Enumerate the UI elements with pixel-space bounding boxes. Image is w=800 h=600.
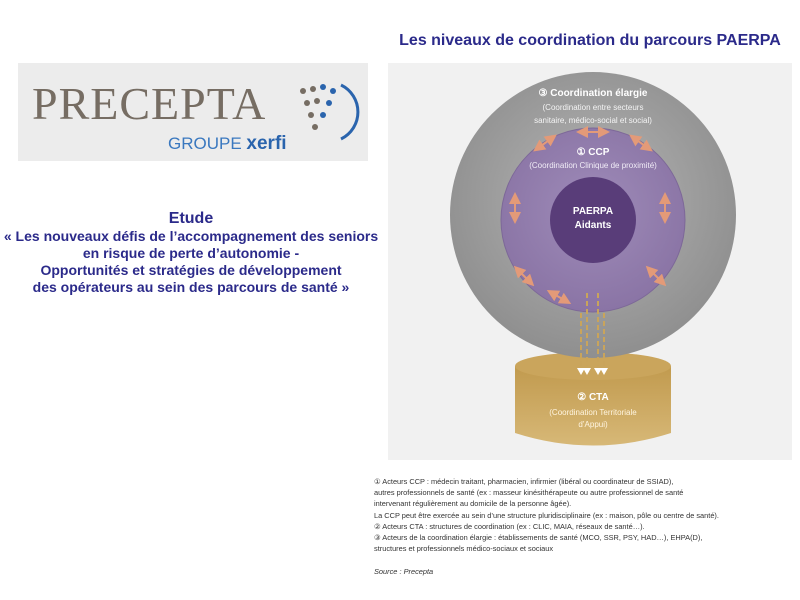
coordination-diagram <box>388 63 792 460</box>
footnote-line: ② Acteurs CTA : structures de coordination (ex : CLIC, MAIA, réseaux de santé…). <box>374 521 645 531</box>
outer-subtitle: sanitaire, médico-social et social) <box>534 116 652 125</box>
cta-title: ② CTA <box>577 392 609 403</box>
precepta-logo <box>18 63 368 161</box>
diagram-title: Les niveaux de coordination du parcours PAERPA <box>399 32 781 49</box>
study-description <box>0 210 382 296</box>
logo-group: GROUPE xerfi <box>168 133 287 154</box>
cta-subtitle: (Coordination Territoriale <box>549 408 637 417</box>
study-line: « Les nouveaux défis de l’accompagnement des seniors <box>3 228 379 244</box>
study-line: des opérateurs au sein des parcours de santé » <box>32 279 350 295</box>
source-note: Source : Precepta <box>374 567 434 577</box>
logo-brand: PRECEPTA <box>32 78 267 129</box>
cta-container <box>515 352 671 446</box>
study-line: en risque de perte d’autonomie - <box>82 245 300 261</box>
ccp-title: ① CCP <box>576 147 610 158</box>
logo-dots-icon <box>293 77 363 147</box>
paerpa-label: PAERPA <box>572 206 614 217</box>
footnote-line: La CCP peut être exercée au sein d’une structure pluridisciplinaire (ex : maison, pôle ou centre de santé). <box>374 510 719 520</box>
footnote-line: intervenant régulièrement au domicile de la personne âgée). <box>374 499 572 509</box>
footnotes <box>374 476 794 578</box>
ccp-subtitle: (Coordination Clinique de proximité) <box>529 161 657 170</box>
aidants-label: Aidants <box>574 220 612 231</box>
study-heading: Etude <box>168 210 214 227</box>
outer-title: ③ Coordination élargie <box>538 88 648 99</box>
outer-subtitle: (Coordination entre secteurs <box>542 103 644 112</box>
footnote-line: ① Acteurs CCP : médecin traitant, pharmacien, infirmier (libéral ou coordinateur de SSIAD), <box>374 477 674 486</box>
footnote-line: structures et professionnels médico-sociaux et sociaux <box>374 544 554 554</box>
footnote-line: autres professionnels de santé (ex : masseur kinésithérapeute ou autre professionnel de santé <box>374 488 684 498</box>
study-line: Opportunités et stratégies de développement <box>40 262 342 278</box>
footnote-line: ③ Acteurs de la coordination élargie : établissements de santé (MCO, SSR, PSY, HAD…), EHPA(D), <box>374 533 703 543</box>
cta-subtitle: d’Appui) <box>578 420 608 429</box>
